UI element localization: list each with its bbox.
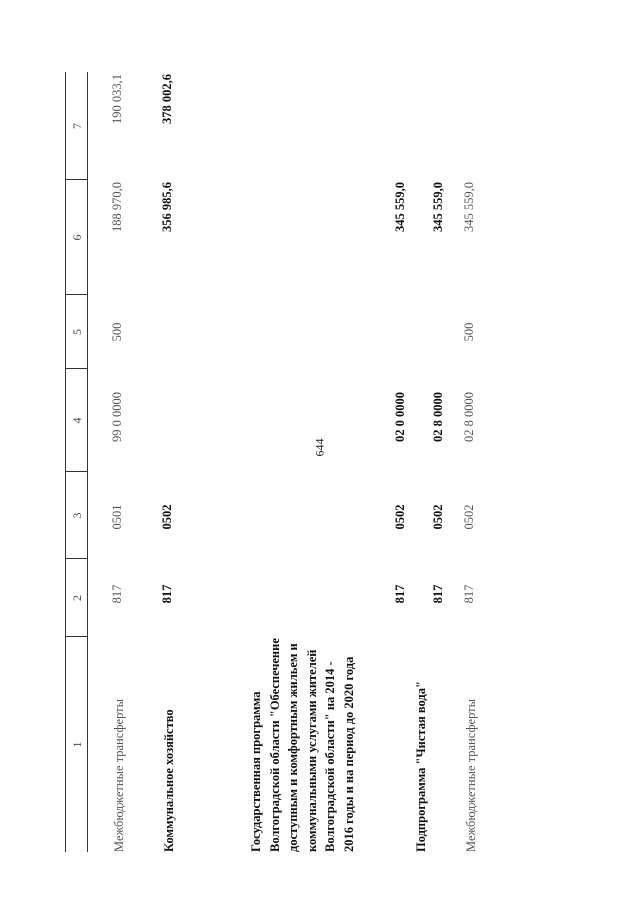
column-header-6: 6 bbox=[70, 234, 84, 241]
row-col2: 817 bbox=[393, 584, 407, 604]
row-col3: 0502 bbox=[160, 504, 174, 530]
row-col3: 0502 bbox=[393, 504, 407, 530]
row-col3: 0502 bbox=[462, 504, 476, 530]
column-header-5: 5 bbox=[70, 329, 84, 335]
row-col3: 0501 bbox=[110, 504, 124, 530]
row-name: Межбюджетные трансферты bbox=[464, 698, 478, 852]
row-col6: 345 559,0 bbox=[462, 182, 476, 232]
column-header-2: 2 bbox=[70, 595, 84, 601]
row-col6: 356 985,6 bbox=[160, 182, 174, 232]
row-col3: 0502 bbox=[431, 504, 445, 530]
row-col2: 817 bbox=[110, 584, 124, 604]
row-name: Коммунальное хозяйство bbox=[162, 709, 176, 852]
row-col4: 99 0 0000 bbox=[110, 392, 124, 442]
row-col4: 02 8 0000 bbox=[431, 392, 445, 442]
row-col2: 817 bbox=[462, 584, 476, 604]
row-col4: 02 8 0000 bbox=[462, 392, 476, 442]
row-col5: 500 bbox=[110, 322, 124, 342]
row-col4: 02 0 0000 bbox=[393, 392, 407, 442]
row-col2: 817 bbox=[431, 584, 445, 604]
row-col7: 378 002,6 bbox=[160, 74, 174, 124]
row-name: Подпрограмма "Чистая вода" bbox=[414, 681, 428, 852]
column-header-1: 1 bbox=[70, 741, 84, 748]
table-top-border bbox=[65, 72, 66, 852]
row-name: Государственная программа Волгоградской области "Обеспечение доступным и комфортным жильем и коммунальными услугами жителей Волгоградской области" на 2014 - 2016 годы и на период до 2020 года bbox=[249, 638, 356, 852]
row-col5: 500 bbox=[462, 322, 476, 342]
row-col7: 190 033,1 bbox=[110, 74, 124, 124]
row-col6: 345 559,0 bbox=[431, 182, 445, 232]
page-number: 644 bbox=[312, 438, 327, 457]
column-header-7: 7 bbox=[70, 123, 84, 129]
row-col6: 188 970,0 bbox=[110, 182, 124, 232]
budget-table bbox=[65, 72, 485, 852]
column-header-3: 3 bbox=[70, 512, 84, 519]
row-col6: 345 559,0 bbox=[393, 182, 407, 232]
row-col2: 817 bbox=[160, 584, 174, 604]
header-bottom-border bbox=[87, 72, 88, 852]
row-name: Межбюджетные трансферты bbox=[112, 698, 126, 852]
column-header-4: 4 bbox=[70, 417, 84, 424]
